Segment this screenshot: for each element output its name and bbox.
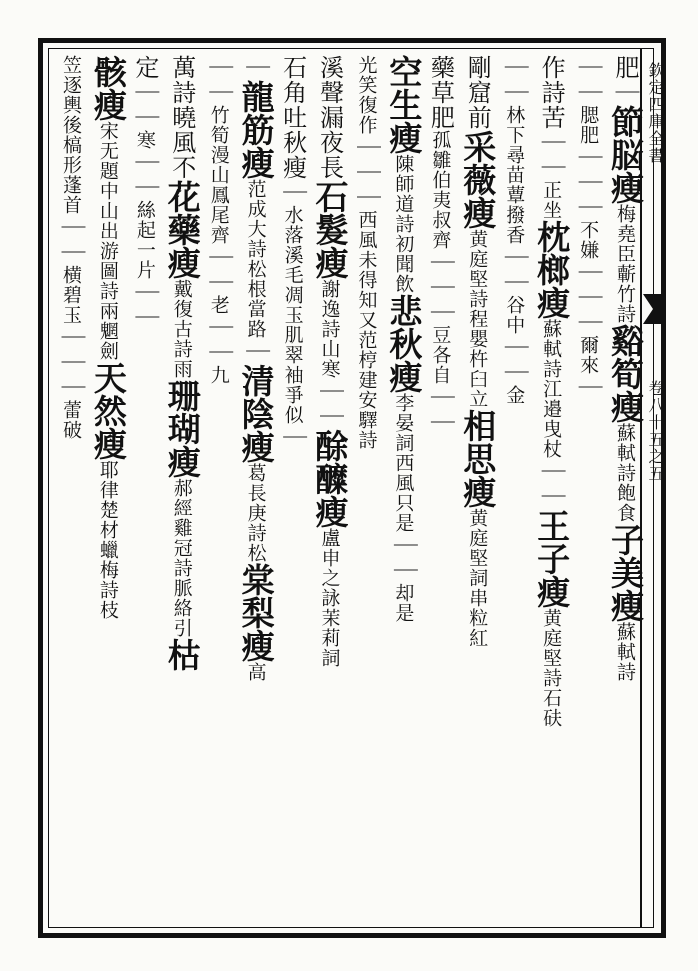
- entry-citation: 竹筍漫山鳳尾齊: [207, 105, 230, 245]
- entry-headword: 采薇瘦: [458, 130, 498, 229]
- entry-headword: 石髮瘦: [310, 180, 350, 279]
- entry-text: 定: [130, 55, 159, 80]
- entry-citation: 正坐: [540, 180, 563, 220]
- entry-citation: 寒: [133, 130, 156, 150]
- text-column: [58, 55, 84, 925]
- repeat-mark: ｜｜: [130, 150, 159, 200]
- entry-headword: 龍筋瘦: [236, 80, 276, 179]
- entry-citation: 葛長庚詩松: [244, 463, 267, 563]
- entry-citation: 笠逐輿後槁形蓬首: [60, 55, 82, 215]
- entry-citation: 爾來: [577, 335, 600, 375]
- repeat-mark: ｜｜｜: [426, 250, 455, 325]
- entry-citation: 盧申之詠茉莉詞: [318, 528, 341, 668]
- entry-headword: 清陰瘦: [236, 364, 276, 463]
- entry-citation: 九: [207, 365, 230, 385]
- entry-headword: 谿筍瘦: [606, 324, 645, 423]
- text-column: [206, 55, 232, 925]
- repeat-mark: ｜｜: [426, 385, 455, 435]
- entry-citation: 横碧玉: [60, 265, 82, 325]
- entry-citation: 高: [244, 662, 267, 682]
- entry-citation: 蕾破: [60, 400, 82, 440]
- entry-citation: 戴復古詩雨: [170, 279, 193, 379]
- entry-citation: 范成大詩松根當路: [244, 179, 267, 339]
- text-column: [501, 55, 527, 925]
- entry-text: 萬詩曉風不: [167, 55, 196, 180]
- entry-citation: 黄庭堅詩石砆: [540, 608, 563, 728]
- entry-citation: 西風未得知又范梈建安驛詩: [355, 210, 378, 450]
- entry-text: 剛窟前: [463, 55, 492, 130]
- text-column: [606, 55, 645, 925]
- entry-citation: 陳師道詩初聞飲: [392, 154, 415, 294]
- repeat-mark: ｜｜: [130, 280, 159, 330]
- entry-headword: 花藥瘦: [162, 180, 202, 279]
- repeat-mark: ｜｜: [537, 459, 566, 509]
- entry-text: 作詩苦: [537, 55, 566, 130]
- repeat-mark: ｜｜: [204, 245, 233, 295]
- text-column: [162, 55, 202, 925]
- entry-citation: 蘇軾詩: [614, 622, 636, 682]
- entry-citation: 林下尋苗蕈撥香: [503, 105, 526, 245]
- entry-citation: 宋无題中山出游圖詩兩魍劍: [96, 121, 119, 361]
- entry-citation: 却是: [392, 583, 415, 623]
- text-column: [532, 55, 572, 925]
- repeat-mark: ｜｜: [500, 55, 529, 105]
- entry-headword: 子美瘦: [606, 523, 645, 622]
- entry-citation: 孤雛伯夷叔齊: [429, 130, 452, 250]
- entry-headword: 棠梨瘦: [236, 563, 276, 662]
- entry-citation: 絲起一片: [133, 200, 156, 280]
- entry-citation: 黄庭堅詩程嬰杵臼立: [466, 229, 489, 409]
- entry-headword: 枯: [162, 638, 202, 671]
- text-column: [353, 55, 379, 925]
- text-column: [384, 55, 424, 925]
- repeat-mark: ｜: [574, 375, 603, 400]
- repeat-mark: ｜｜｜: [574, 145, 603, 220]
- entry-citation: 蘇軾詩江邉曳杖: [540, 319, 563, 459]
- repeat-mark: ｜: [241, 339, 270, 364]
- volume-label: 卷八十五之五: [646, 380, 665, 482]
- entry-headword: 悲秋瘦: [384, 294, 424, 393]
- entry-citation: 腮肥: [577, 105, 600, 145]
- entry-citation: 郝經雞冠詩脈絡引: [170, 478, 193, 638]
- entry-text: 肥: [611, 55, 639, 80]
- repeat-mark: ｜｜: [204, 315, 233, 365]
- repeat-mark: ｜｜｜: [57, 325, 85, 400]
- repeat-mark: ｜｜｜: [352, 135, 381, 210]
- entry-citation: 不嫌: [577, 220, 600, 260]
- repeat-mark: ｜｜: [537, 130, 566, 180]
- entry-citation: 豆各自: [429, 325, 452, 385]
- repeat-mark: ｜: [241, 55, 270, 80]
- repeat-mark: ｜: [278, 180, 307, 205]
- text-column: [575, 55, 601, 925]
- text-column: [132, 55, 158, 925]
- entry-citation: 黄庭堅詞串粒紅: [466, 508, 489, 648]
- entry-citation: 水落溪毛凋: [281, 205, 304, 305]
- entry-headword: 節脳瘦: [606, 105, 645, 204]
- text-column: [310, 55, 350, 925]
- repeat-mark: ｜｜: [57, 215, 85, 265]
- entry-headword: 相思瘦: [458, 409, 498, 508]
- entry-citation: 老: [207, 295, 230, 315]
- repeat-mark: ｜｜: [204, 55, 233, 105]
- repeat-mark: ｜｜: [130, 80, 159, 130]
- text-column: [427, 55, 453, 925]
- repeat-mark: ｜｜｜: [574, 260, 603, 335]
- text-column: [458, 55, 498, 925]
- entry-headword: 骸瘦: [88, 55, 128, 121]
- repeat-mark: ｜｜: [389, 533, 418, 583]
- entry-citation: 金: [503, 385, 526, 405]
- repeat-mark: ｜｜: [315, 379, 344, 429]
- text-column: [236, 55, 276, 925]
- entry-citation: 光笑復作: [355, 55, 378, 135]
- entry-headword: 空生瘦: [384, 55, 424, 154]
- entry-text: 藥草肥: [426, 55, 455, 130]
- entry-headword: 珊瑚瘦: [162, 379, 202, 478]
- repeat-mark: ｜: [278, 425, 307, 450]
- text-column: [88, 55, 128, 925]
- entry-headword: 枕榔瘦: [532, 220, 572, 319]
- entry-headword: 酴醾瘦: [310, 429, 350, 528]
- repeat-mark: ｜｜: [500, 245, 529, 295]
- entry-text: 石角吐秋瘦: [278, 55, 307, 180]
- fishtail-mark-icon: [641, 292, 665, 326]
- entry-citation: 謝逸詩山寒: [318, 279, 341, 379]
- entry-citation: 耶律楚材蠟梅詩枝: [96, 460, 119, 620]
- entry-citation: 梅堯臣蘄竹詩: [614, 204, 636, 324]
- entry-citation: 蘇軾詩飽食: [614, 423, 636, 523]
- entry-citation: 李晏詞西風只是: [392, 393, 415, 533]
- entry-text: 溪聲漏夜長: [315, 55, 344, 180]
- entry-citation: 玉肌翠袖爭似: [281, 305, 304, 425]
- text-column: [280, 55, 306, 925]
- entry-headword: 王子瘦: [532, 509, 572, 608]
- repeat-mark: ｜: [611, 80, 639, 105]
- entry-headword: 天然瘦: [88, 361, 128, 460]
- entry-citation: 谷中: [503, 295, 526, 335]
- repeat-mark: ｜｜: [574, 55, 603, 105]
- repeat-mark: ｜｜: [500, 335, 529, 385]
- book-title: 欽定四庫全書: [646, 62, 665, 164]
